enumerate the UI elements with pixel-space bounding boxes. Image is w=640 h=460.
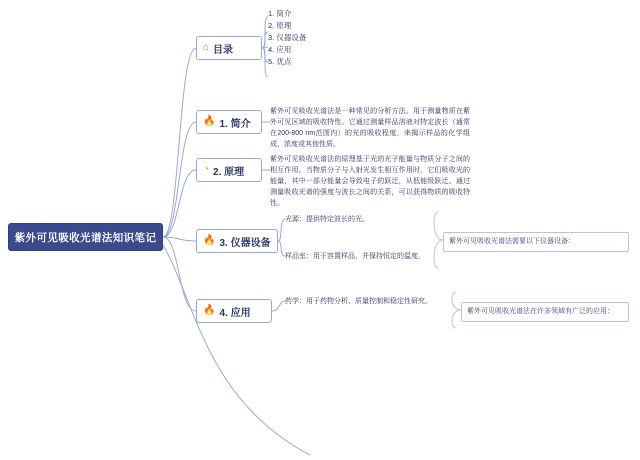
flame-icon: 🔥	[203, 305, 216, 316]
branch-node-application[interactable]	[196, 299, 272, 323]
device-leaf-sample-chamber[interactable]: 样品室：用于容置样品，并保持恒定的温度。	[285, 253, 425, 260]
house-icon: ⌂	[203, 42, 210, 53]
flame-icon: 🔥	[203, 235, 216, 246]
branch-label-toc: 目录	[213, 44, 234, 56]
branch-node-toc[interactable]	[196, 36, 262, 60]
list-item[interactable]: 5. 优点	[268, 57, 292, 66]
list-item[interactable]: 2. 原理	[268, 21, 292, 30]
theory-paragraph: 紫外可见吸收光谱法的原理基于光的光子能量与物质分子之间的相互作用。当物质分子与入射光发生相互作用时，它们吸收光的能量，其中一部分能量会导致电子的跃迁，从低能级跃迁。通过测量吸收光谱的强度与波长之间的关系，可以获得物质的吸收特性。	[270, 156, 470, 207]
application-callout: 紫外可见吸收光谱法在许多领域有广泛的应用：	[461, 302, 629, 322]
root-label: 紫外可见吸收光谱法知识笔记	[14, 231, 157, 244]
bell-icon: ◔	[203, 164, 210, 175]
root-node[interactable]	[8, 223, 163, 251]
list-item[interactable]: 4. 应用	[268, 45, 292, 54]
application-leaf-pharmacy[interactable]: 药学：用于药物分析、质量控制和稳定性研究。	[285, 298, 432, 305]
branch-label-intro: 1. 简介	[219, 118, 251, 130]
list-item[interactable]: 3. 仪器设备	[268, 33, 307, 42]
device-leaf-light-source[interactable]: 光源：提供特定波长的光。	[285, 216, 369, 223]
branch-node-theory[interactable]	[196, 158, 262, 182]
branch-label-theory: 2. 原理	[213, 166, 245, 178]
toc-leaf-list	[268, 8, 306, 68]
intro-paragraph: 紫外可见吸收光谱法是一种常见的分析方法。用于测量物质在紫外可见区域的吸收特性。它通过测量样品溶液对特定波长（通常在200-800 nm范围内）的光的吸收程度，来揭示样品的化学组成、浓度或其他性质。	[270, 108, 470, 148]
branch-label-application: 4. 应用	[219, 307, 251, 319]
flame-icon: 🔥	[203, 116, 216, 127]
branch-label-device: 3. 仪器设备	[219, 237, 271, 249]
device-callout: 紫外可见吸收光谱法需要以下仪器设备：	[443, 232, 629, 252]
branch-node-intro[interactable]	[196, 110, 262, 134]
list-item[interactable]: 1. 简介	[268, 9, 292, 18]
branch-node-device[interactable]	[196, 229, 278, 253]
